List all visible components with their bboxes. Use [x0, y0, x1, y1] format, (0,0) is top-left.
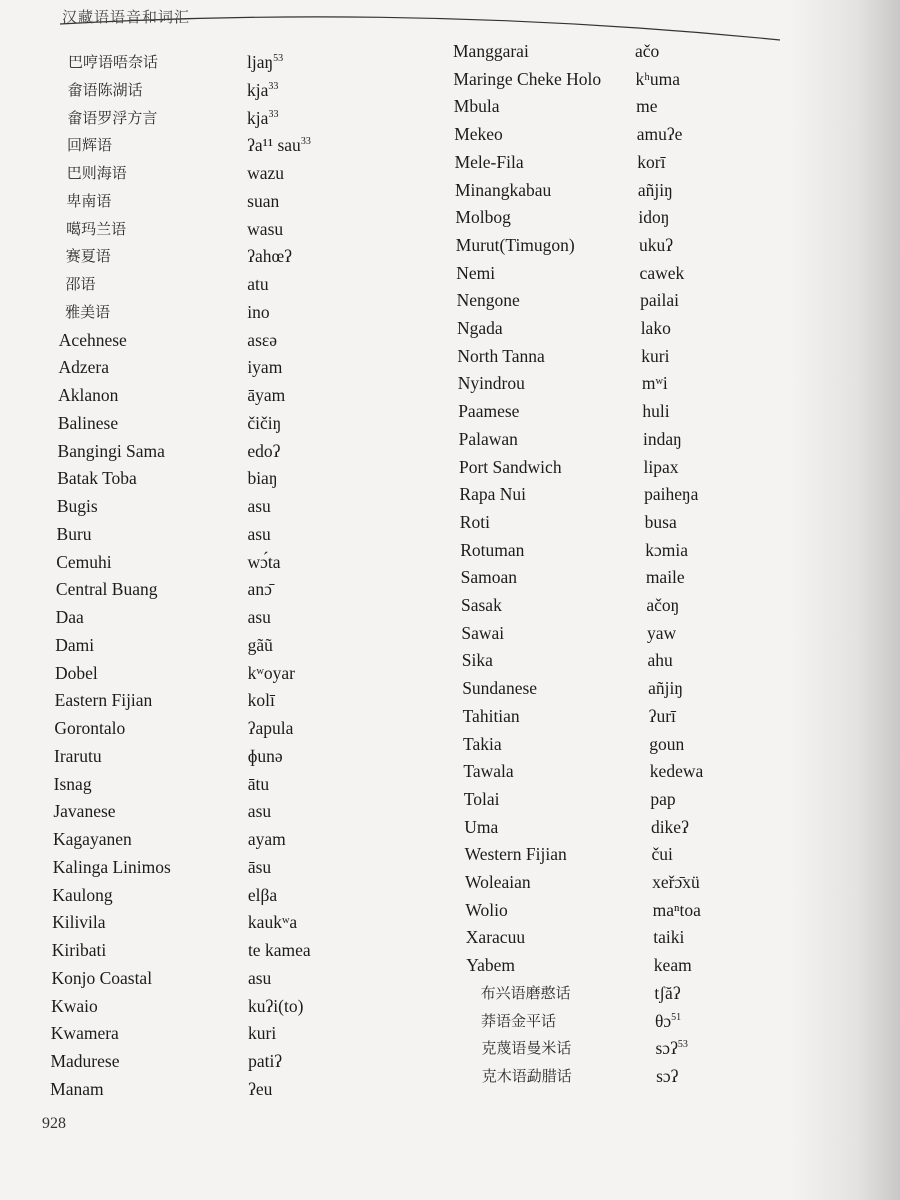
- language-name: Sika: [461, 650, 493, 671]
- word-form: goun: [649, 733, 685, 754]
- language-name: Dobel: [54, 662, 98, 683]
- word-form: maⁿtoa: [652, 899, 701, 920]
- language-name: North Tanna: [457, 345, 545, 366]
- word-form: āyam: [247, 385, 286, 405]
- language-name: Sawai: [461, 622, 505, 643]
- word-form: sɔʔ: [656, 1065, 679, 1086]
- page-edge-shadow: [790, 0, 900, 1200]
- word-form: xeřɔ̄xü: [652, 872, 700, 892]
- language-name: Adzera: [58, 357, 109, 378]
- word-form: idoŋ: [638, 207, 670, 228]
- language-name: 巴则海语: [66, 164, 127, 182]
- word-form: atu: [247, 274, 269, 294]
- word-form: ačoŋ: [646, 595, 680, 615]
- word-form: mʷi: [641, 373, 668, 394]
- word-form: yaw: [646, 622, 677, 643]
- language-name: Mbula: [453, 96, 500, 117]
- word-form: lipax: [643, 456, 679, 477]
- language-name: Rapa Nui: [459, 484, 526, 505]
- word-form: pap: [650, 788, 676, 809]
- language-name: Kagayanen: [53, 829, 132, 849]
- word-form: paiheŋa: [644, 484, 699, 505]
- language-name: Paamese: [458, 401, 520, 422]
- word-form: gãũ: [247, 634, 273, 655]
- language-name: Cemuhi: [56, 551, 112, 572]
- word-form: kuri: [641, 345, 670, 366]
- word-form: asu: [247, 607, 271, 627]
- tone-superscript: 33: [300, 136, 311, 148]
- language-name: Balinese: [57, 412, 119, 433]
- language-name: 畲语罗浮方言: [67, 108, 158, 127]
- language-name: Sundanese: [462, 678, 538, 699]
- word-form: ino: [247, 301, 270, 322]
- word-form: korī: [637, 151, 666, 172]
- language-name: Minangkabau: [455, 179, 552, 200]
- word-form: wɔ́ta: [247, 551, 281, 572]
- word-form: cawek: [639, 262, 685, 283]
- word-form: ukuʔ: [638, 234, 674, 255]
- word-form: pailai: [640, 290, 679, 311]
- language-name: Madurese: [50, 1051, 120, 1071]
- word-form: busa: [644, 511, 677, 532]
- word-form: elβa: [247, 884, 278, 905]
- language-name: Mekeo: [454, 124, 503, 145]
- word-form: ljaŋ$^{53}$: [247, 52, 284, 72]
- word-form: ayam: [247, 829, 286, 849]
- language-name: 莽语金平话: [481, 1011, 557, 1030]
- language-name: Nyindrou: [457, 373, 525, 394]
- language-name: Manggarai: [453, 41, 529, 61]
- word-form: maile: [645, 567, 685, 588]
- language-name: Eastern Fijian: [54, 690, 153, 711]
- tone-superscript: 33: [268, 80, 279, 92]
- language-name: Javanese: [53, 801, 116, 822]
- word-form: suan: [247, 190, 280, 211]
- word-form: kja$^{33}$: [247, 79, 279, 100]
- language-name: Uma: [464, 816, 499, 837]
- word-form: ʔurī: [648, 705, 676, 726]
- language-name: Maringe Cheke Holo: [453, 68, 602, 89]
- language-name: Dami: [55, 634, 95, 655]
- word-form: edoʔ: [247, 440, 281, 461]
- word-form: lako: [640, 318, 671, 338]
- tone-superscript: 51: [671, 1011, 682, 1023]
- language-name: Nemi: [456, 262, 496, 283]
- running-header: 汉藏语语音和词汇: [62, 10, 191, 26]
- language-name: Kwamera: [50, 1023, 119, 1044]
- word-form: ahu: [647, 650, 673, 671]
- word-form: dikeʔ: [650, 816, 689, 837]
- word-form: patiʔ: [248, 1051, 283, 1071]
- word-form: kolī: [247, 690, 275, 711]
- language-name: Western Fijian: [464, 844, 567, 865]
- language-name: 布兴语磨憨话: [480, 983, 571, 1002]
- word-form: ʔahœʔ: [247, 246, 292, 267]
- language-name: 克蔑语曼米话: [481, 1039, 572, 1058]
- language-name: Wolio: [465, 899, 508, 920]
- word-form: amuʔe: [636, 124, 683, 145]
- language-name: Batak Toba: [57, 468, 137, 489]
- word-form: ʔa¹¹ sau$^{33}$: [247, 135, 311, 156]
- word-form: kedewa: [649, 761, 704, 782]
- language-name: Port Sandwich: [459, 456, 562, 477]
- word-form: kɔmia: [645, 539, 688, 560]
- word-form: asu: [247, 967, 272, 988]
- word-form: me: [636, 96, 658, 117]
- language-name: Kiribati: [51, 940, 107, 960]
- word-form: čičiŋ: [247, 412, 282, 433]
- language-name: Samoan: [460, 567, 517, 588]
- word-form: āsu: [247, 856, 272, 877]
- word-form: wazu: [247, 163, 285, 183]
- language-name: Central Buang: [55, 579, 158, 600]
- language-name: Buru: [56, 523, 92, 544]
- tone-superscript: 53: [677, 1039, 688, 1051]
- language-name: Konjo Coastal: [51, 967, 153, 988]
- word-form: asu: [247, 496, 271, 516]
- language-name: Yabem: [466, 955, 515, 976]
- word-form: wasu: [247, 218, 284, 239]
- word-form: kuri: [248, 1023, 277, 1044]
- word-form: tʃăʔ: [654, 982, 681, 1003]
- language-name: Mele-Fila: [454, 151, 524, 172]
- word-form: añjiŋ: [637, 179, 673, 200]
- language-name: Tawala: [463, 761, 514, 782]
- language-name: Aklanon: [58, 385, 119, 405]
- word-form: indaŋ: [642, 428, 682, 449]
- language-name: Nengone: [456, 290, 520, 311]
- word-form: kja$^{33}$: [247, 107, 279, 128]
- tone-superscript: 33: [268, 108, 279, 120]
- word-form: iyam: [247, 357, 283, 378]
- language-name: Bugis: [56, 496, 98, 516]
- language-name: Manam: [50, 1078, 104, 1099]
- language-name: 畲语陈湖话: [67, 80, 143, 99]
- word-form: te kamea: [247, 940, 311, 960]
- word-form: asɛə: [247, 329, 277, 350]
- language-name: Bangingi Sama: [57, 440, 165, 461]
- language-name: Tahitian: [462, 705, 520, 726]
- word-form: biaŋ: [247, 468, 278, 489]
- language-name: Isnag: [53, 773, 92, 794]
- language-name: Daa: [55, 607, 84, 627]
- word-form: taiki: [653, 927, 685, 948]
- language-name: Tolai: [463, 788, 500, 809]
- word-form: kuʔi(to): [248, 995, 304, 1016]
- language-name: Ngada: [457, 318, 503, 338]
- tone-superscript: 53: [273, 53, 284, 65]
- language-name: Gorontalo: [54, 718, 126, 738]
- language-name: 巴哼语唔奈话: [68, 53, 159, 71]
- language-name: Rotuman: [460, 539, 525, 560]
- language-name: Kilivila: [52, 912, 106, 933]
- word-form: kaukʷa: [247, 912, 298, 933]
- language-name: 回辉语: [67, 136, 113, 155]
- word-form: asu: [247, 523, 271, 544]
- word-form: čui: [651, 844, 673, 865]
- language-name: 雅美语: [65, 302, 111, 321]
- language-name: Xaracuu: [465, 927, 526, 948]
- word-form: kʷoyar: [247, 662, 295, 683]
- language-name: Takia: [463, 733, 502, 754]
- language-name: Acehnese: [58, 329, 127, 350]
- language-name: 克木语勐腊话: [481, 1066, 572, 1085]
- word-form: anɔ̄: [247, 579, 272, 600]
- language-name: Palawan: [458, 428, 518, 449]
- language-name: Kalinga Linimos: [52, 856, 171, 877]
- language-name: Kaulong: [52, 884, 113, 905]
- language-name: Kwaio: [51, 995, 98, 1016]
- word-form: asu: [247, 801, 272, 822]
- page-number: 928: [42, 1115, 66, 1132]
- language-name: Irarutu: [54, 745, 102, 766]
- word-form: θɔ$^{51}$: [654, 1010, 682, 1031]
- language-name: 赛夏语: [65, 247, 111, 266]
- word-form: ačo: [635, 41, 660, 61]
- word-form: keam: [653, 955, 692, 976]
- language-name: Molbog: [455, 207, 511, 228]
- language-name: 卑南语: [66, 191, 112, 210]
- language-name: Sasak: [461, 595, 502, 615]
- language-name: Murut(Timugon): [455, 234, 575, 255]
- word-form: añjiŋ: [648, 678, 683, 699]
- word-form: ɸunə: [247, 745, 283, 766]
- word-form: ātu: [247, 773, 270, 794]
- language-name: Woleaian: [465, 872, 531, 892]
- word-form: sɔʔ$^{53}$: [655, 1038, 688, 1059]
- word-form: ʔeu: [248, 1078, 273, 1099]
- word-form: huli: [642, 401, 670, 422]
- language-name: 噶玛兰语: [66, 219, 127, 238]
- word-form: kʰuma: [635, 68, 681, 89]
- word-form: ʔapula: [247, 718, 294, 738]
- language-name: 邵语: [65, 275, 96, 293]
- language-name: Roti: [459, 511, 490, 532]
